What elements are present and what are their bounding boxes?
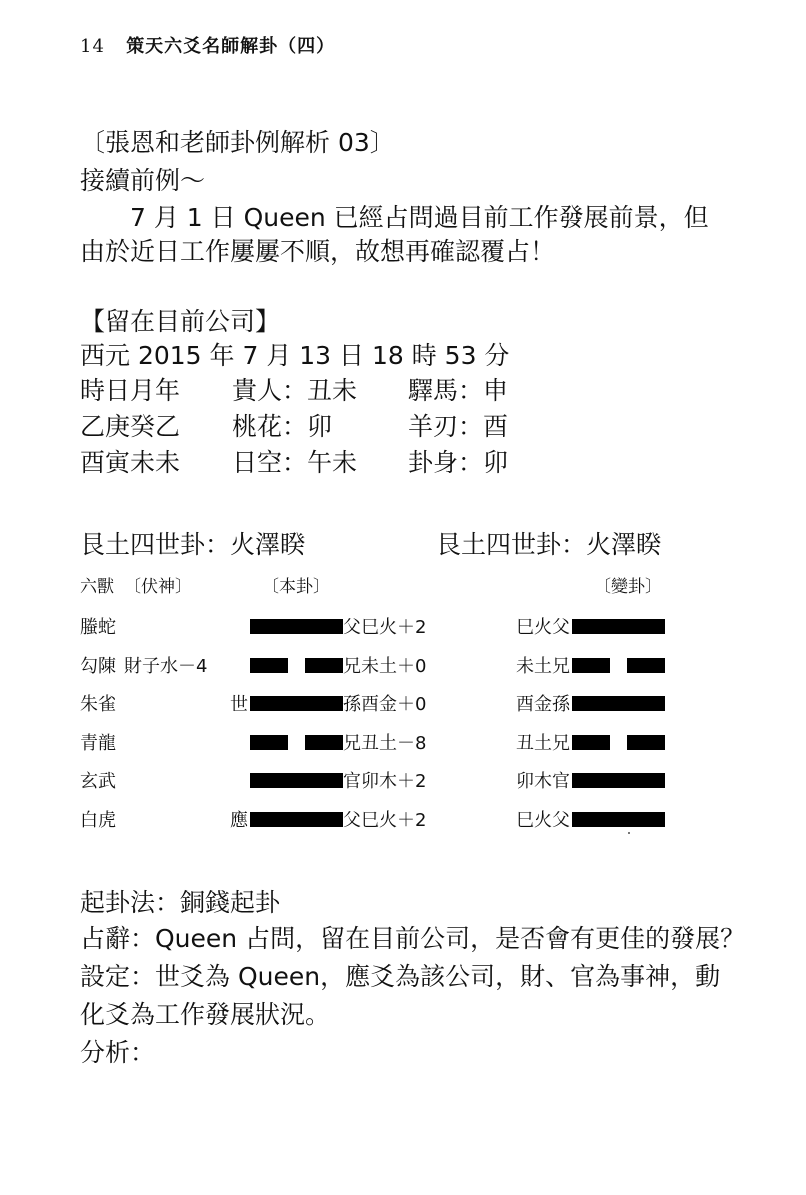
intro-paragraph-line-2: 由於近日工作屢屢不順，故想再確認覆占！ [80, 237, 556, 266]
line-3-main-label: 孫酉金＋0 [343, 694, 427, 715]
book-title: 策天六爻名師解卦（四） [126, 36, 336, 57]
continue-text: 接續前例～ [80, 166, 206, 195]
line-6-changed-label: 巳火父 [516, 810, 570, 831]
line-6-shi-ying-marker: 應 [230, 810, 248, 831]
example-heading: 〔張恩和老師卦例解析 03〕 [80, 128, 395, 157]
line-3-changed-label: 酉金孫 [516, 694, 570, 715]
changed-hexagram-header: 〔變卦〕 [594, 577, 662, 597]
changed-hexagram-title: 艮土四世卦：火澤睽 [436, 530, 662, 559]
info-row-2-col-3: 羊刃：酉 [408, 412, 509, 441]
line-5-main-yang-bar [250, 773, 343, 788]
line-4-spirit: 青龍 [80, 733, 116, 754]
intro-paragraph-line-1: 7 月 1 日 Queen 已經占問過目前工作發展前景，但 [130, 203, 709, 232]
section-title: 【留在目前公司】 [80, 307, 281, 336]
line-2-main-yin-bar-left [250, 658, 288, 673]
line-4-changed-label: 丑土兄 [516, 733, 570, 754]
line-1-spirit: 螣蛇 [80, 617, 116, 638]
line-2-spirit: 勾陳 [80, 656, 116, 677]
line-4-main-yin-bar-right [305, 735, 343, 750]
six-spirits-header: 六獸 [80, 577, 114, 597]
line-3-changed-yang-bar [572, 696, 665, 711]
line-4-changed-yin-bar-right [627, 735, 665, 750]
main-hexagram-title: 艮土四世卦：火澤睽 [80, 530, 306, 559]
line-4-main-label: 兄丑土－8 [343, 733, 427, 754]
info-row-1-col-3: 驛馬：申 [408, 376, 509, 405]
line-3-shi-ying-marker: 世 [230, 694, 248, 715]
main-hexagram-header: 〔本卦〕 [262, 577, 330, 597]
analysis-label: 分析： [80, 1038, 156, 1067]
divination-date: 西元 2015 年 7 月 13 日 18 時 53 分 [80, 341, 510, 370]
question-text: 占辭：Queen 占問，留在目前公司，是否會有更佳的發展？ [80, 924, 746, 953]
line-1-main-yang-bar [250, 619, 343, 634]
line-5-spirit: 玄武 [80, 771, 116, 792]
info-row-1-col-2: 貴人：丑未 [232, 376, 358, 405]
print-speck [628, 832, 630, 834]
method-text: 起卦法：銅錢起卦 [80, 888, 281, 917]
setting-text-line-2: 化爻為工作發展狀況。 [80, 1000, 331, 1029]
page-number: 14 [80, 36, 105, 57]
line-2-changed-yin-bar-left [572, 658, 610, 673]
page-header [80, 32, 335, 58]
line-6-spirit: 白虎 [80, 810, 116, 831]
line-3-spirit: 朱雀 [80, 694, 116, 715]
line-2-changed-yin-bar-right [627, 658, 665, 673]
line-5-changed-yang-bar [572, 773, 665, 788]
line-6-main-yang-bar [250, 812, 343, 827]
info-row-2-col-1: 乙庚癸乙 [80, 412, 181, 441]
line-3-main-yang-bar [250, 696, 343, 711]
line-6-main-label: 父巳火＋2 [343, 810, 427, 831]
line-1-main-label: 父巳火＋2 [343, 617, 427, 638]
line-2-main-yin-bar-right [305, 658, 343, 673]
line-4-changed-yin-bar-left [572, 735, 610, 750]
info-row-2-col-2: 桃花：卯 [232, 412, 333, 441]
setting-text-line-1: 設定：世爻為 Queen，應爻為該公司，財、官為事神，動 [80, 962, 721, 991]
line-5-changed-label: 卯木官 [516, 771, 570, 792]
info-row-3-col-1: 酉寅未未 [80, 448, 181, 477]
line-2-hidden-spirit: 財子水－4 [124, 656, 208, 677]
info-row-1-col-1: 時日月年 [80, 376, 181, 405]
line-1-changed-label: 巳火父 [516, 617, 570, 638]
info-row-3-col-2: 日空：午未 [232, 448, 358, 477]
line-1-changed-yang-bar [572, 619, 665, 634]
line-4-main-yin-bar-left [250, 735, 288, 750]
line-2-changed-label: 未土兄 [516, 656, 570, 677]
info-row-3-col-3: 卦身：卯 [408, 448, 509, 477]
line-2-main-label: 兄未土＋0 [343, 656, 427, 677]
line-5-main-label: 官卯木＋2 [343, 771, 427, 792]
hidden-spirit-header: 〔伏神〕 [124, 577, 192, 597]
line-6-changed-yang-bar [572, 812, 665, 827]
